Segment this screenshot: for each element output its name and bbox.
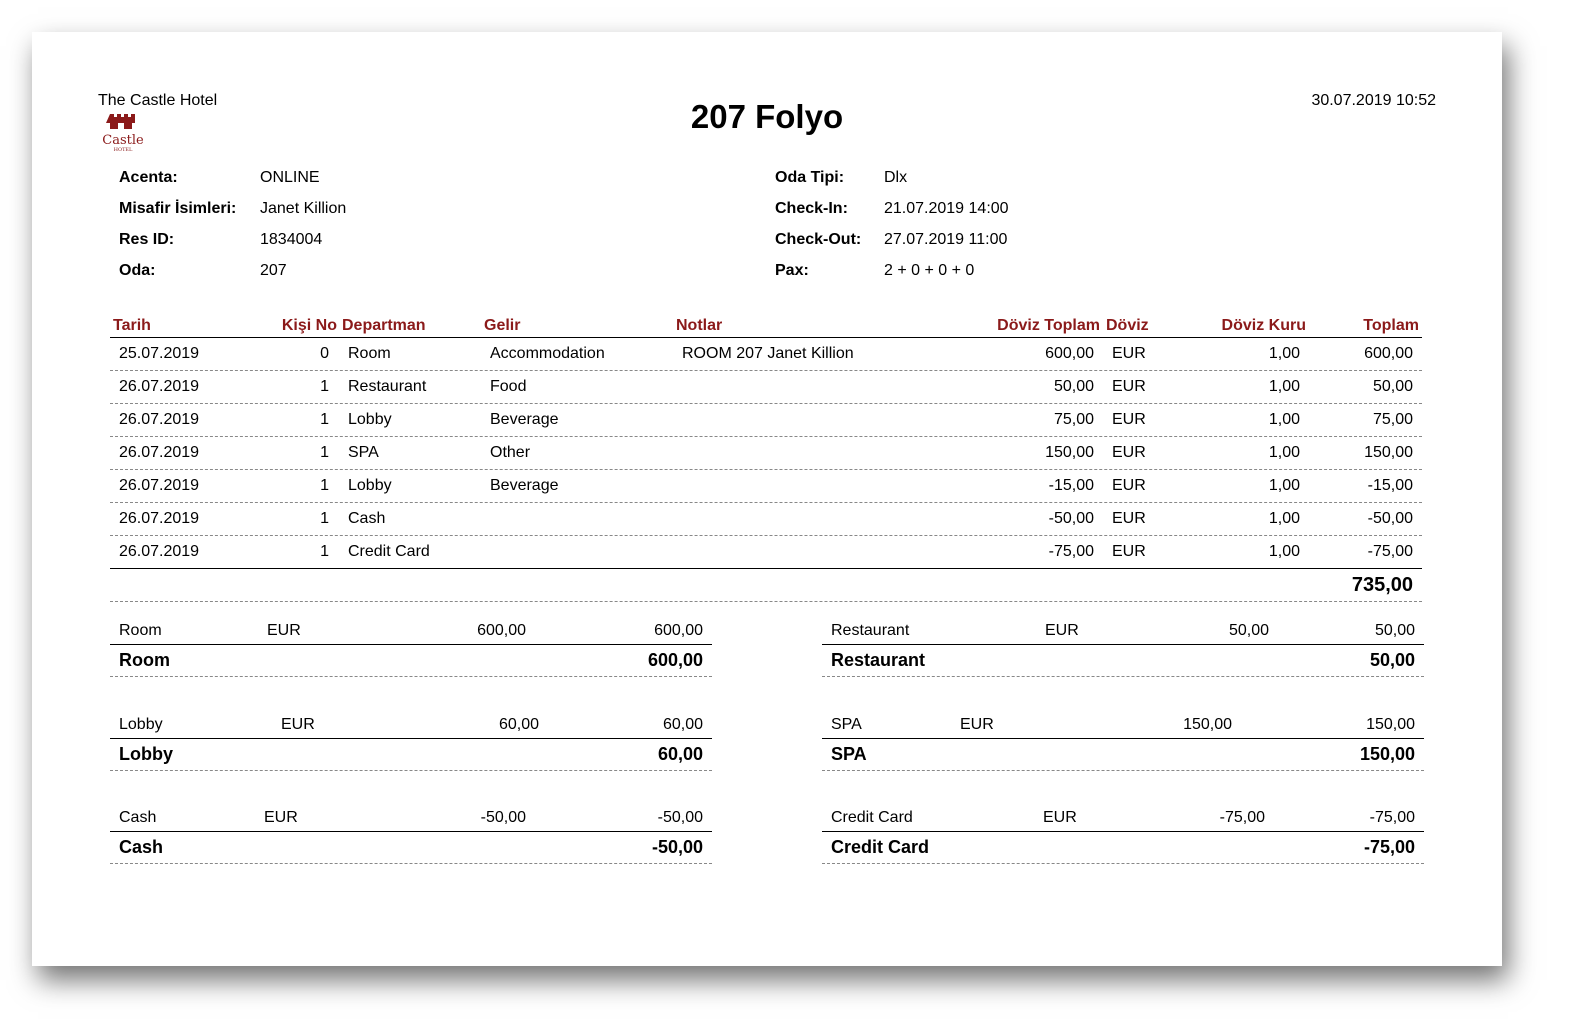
summary-total-row bbox=[822, 645, 1424, 677]
info-label: Acenta: bbox=[119, 169, 178, 186]
summary-total-value: 600,00 bbox=[647, 650, 703, 670]
cell-person-no: 1 bbox=[320, 411, 329, 428]
col-header-person-no: Kişi No bbox=[281, 317, 337, 334]
col-header-total: Toplam bbox=[1363, 317, 1419, 334]
info-label: Res ID: bbox=[119, 231, 175, 248]
cell-revenue: Other bbox=[490, 444, 531, 461]
summary-currency: EUR bbox=[1043, 809, 1077, 826]
cell-notes: ROOM 207 Janet Killion bbox=[682, 345, 854, 362]
summary-total-value: 50,00 bbox=[1369, 650, 1415, 670]
cell-fx-total: -75,00 bbox=[1048, 543, 1094, 560]
cell-date: 26.07.2019 bbox=[119, 510, 200, 527]
summary-currency: EUR bbox=[1045, 622, 1079, 639]
summary-currency: EUR bbox=[960, 716, 994, 733]
col-header-notes: Notlar bbox=[676, 317, 723, 334]
summary-total-row bbox=[822, 739, 1424, 771]
summary-line bbox=[110, 799, 712, 832]
cell-currency: EUR bbox=[1112, 411, 1146, 428]
cell-currency: EUR bbox=[1112, 510, 1146, 527]
table-row bbox=[110, 470, 1422, 503]
summary-amount: 600,00 bbox=[477, 622, 526, 639]
hotel-name: The Castle Hotel bbox=[98, 92, 218, 109]
cell-revenue: Beverage bbox=[490, 411, 559, 428]
summary-total-name: Cash bbox=[119, 837, 164, 857]
col-header-currency: Döviz bbox=[1106, 317, 1149, 334]
cell-total: -15,00 bbox=[1367, 477, 1413, 494]
cell-date: 25.07.2019 bbox=[119, 345, 200, 362]
col-header-date: Tarih bbox=[113, 317, 151, 334]
folio-page bbox=[32, 32, 1502, 966]
table-row bbox=[110, 371, 1422, 404]
summary-line bbox=[110, 706, 712, 739]
print-datetime: 30.07.2019 10:52 bbox=[1311, 92, 1436, 109]
summary-amount: -75,00 bbox=[1219, 809, 1265, 826]
summary-total-row bbox=[822, 832, 1424, 864]
col-header-department: Departman bbox=[342, 317, 426, 334]
info-row-res-id bbox=[119, 224, 346, 255]
info-value: Dlx bbox=[884, 169, 908, 186]
cell-department: Lobby bbox=[348, 411, 392, 428]
cell-date: 26.07.2019 bbox=[119, 543, 200, 560]
info-row-room-type bbox=[775, 162, 1009, 193]
summary-spa bbox=[822, 706, 1424, 771]
cell-fx-total: 150,00 bbox=[1045, 444, 1094, 461]
cell-currency: EUR bbox=[1112, 543, 1146, 560]
col-header-fx-total: Döviz Toplam bbox=[997, 317, 1100, 334]
grand-total: 735,00 bbox=[1351, 574, 1413, 596]
cell-department: Restaurant bbox=[348, 378, 427, 395]
logo-subtext: HOTEL bbox=[113, 147, 133, 152]
summary-amount: 150,00 bbox=[1183, 716, 1232, 733]
cell-date: 26.07.2019 bbox=[119, 444, 200, 461]
summary-name: Credit Card bbox=[831, 809, 913, 826]
summary-total-value: 60,00 bbox=[657, 744, 703, 764]
info-row-agency bbox=[119, 162, 346, 193]
summary-total-name: Restaurant bbox=[831, 650, 926, 670]
cell-fx-rate: 1,00 bbox=[1268, 543, 1300, 560]
cell-person-no: 1 bbox=[320, 543, 329, 560]
summary-total-row bbox=[110, 739, 712, 771]
cell-department: Lobby bbox=[348, 477, 392, 494]
summary-total-name: Credit Card bbox=[831, 837, 930, 857]
summary-total-name: SPA bbox=[831, 744, 867, 764]
cell-date: 26.07.2019 bbox=[119, 477, 200, 494]
summary-total-row bbox=[110, 832, 712, 864]
summary-total: 150,00 bbox=[1366, 716, 1415, 733]
info-value: 207 bbox=[260, 262, 287, 279]
summary-name: Lobby bbox=[119, 716, 163, 733]
cell-revenue: Food bbox=[490, 378, 527, 395]
summary-total-value: -50,00 bbox=[651, 837, 703, 857]
info-row-check-out bbox=[775, 224, 1009, 255]
cell-fx-total: -15,00 bbox=[1048, 477, 1094, 494]
summary-cash bbox=[110, 799, 712, 864]
summary-amount: 60,00 bbox=[498, 716, 539, 733]
summary-amount: -50,00 bbox=[480, 809, 526, 826]
cell-currency: EUR bbox=[1112, 444, 1146, 461]
summary-amount: 50,00 bbox=[1228, 622, 1269, 639]
table-row bbox=[110, 437, 1422, 470]
summary-total-value: 150,00 bbox=[1359, 744, 1415, 764]
summary-total-name: Lobby bbox=[119, 744, 173, 764]
cell-fx-total: 75,00 bbox=[1053, 411, 1094, 428]
info-value: ONLINE bbox=[260, 169, 320, 186]
summary-room bbox=[110, 612, 712, 677]
summary-lobby bbox=[110, 706, 712, 771]
cell-total: 50,00 bbox=[1372, 378, 1413, 395]
logo-text: Castle bbox=[102, 133, 144, 148]
cell-date: 26.07.2019 bbox=[119, 411, 200, 428]
summary-name: Restaurant bbox=[831, 622, 910, 639]
info-label: Check-Out: bbox=[775, 231, 862, 248]
summary-total: 60,00 bbox=[662, 716, 703, 733]
cell-department: Credit Card bbox=[348, 543, 430, 560]
cell-fx-rate: 1,00 bbox=[1268, 378, 1300, 395]
summary-credit-card bbox=[822, 799, 1424, 864]
cell-fx-rate: 1,00 bbox=[1268, 411, 1300, 428]
cell-date: 26.07.2019 bbox=[119, 378, 200, 395]
cell-total: 150,00 bbox=[1364, 444, 1413, 461]
summary-name: SPA bbox=[831, 716, 862, 733]
summary-restaurant bbox=[822, 612, 1424, 677]
summary-line bbox=[822, 799, 1424, 832]
cell-revenue: Beverage bbox=[490, 477, 559, 494]
summary-total: 50,00 bbox=[1374, 622, 1415, 639]
cell-currency: EUR bbox=[1112, 345, 1146, 362]
cell-total: -50,00 bbox=[1367, 510, 1413, 527]
cell-currency: EUR bbox=[1112, 378, 1146, 395]
grand-total-row bbox=[110, 569, 1422, 602]
table-row bbox=[110, 338, 1422, 371]
info-row-check-in bbox=[775, 193, 1009, 224]
col-header-revenue: Gelir bbox=[484, 317, 521, 334]
summary-total-name: Room bbox=[119, 650, 170, 670]
summary-total: -50,00 bbox=[657, 809, 703, 826]
cell-total: -75,00 bbox=[1367, 543, 1413, 560]
summary-currency: EUR bbox=[267, 622, 301, 639]
info-label: Oda Tipi: bbox=[775, 169, 845, 186]
info-value: 1834004 bbox=[260, 231, 323, 248]
cell-person-no: 0 bbox=[320, 345, 329, 362]
reservation-info-left bbox=[119, 162, 346, 286]
cell-fx-rate: 1,00 bbox=[1268, 510, 1300, 527]
cell-person-no: 1 bbox=[320, 510, 329, 527]
cell-department: SPA bbox=[348, 444, 379, 461]
info-label: Misafir İsimleri: bbox=[119, 200, 237, 217]
cell-fx-rate: 1,00 bbox=[1268, 444, 1300, 461]
info-row-room bbox=[119, 255, 346, 286]
cell-total: 75,00 bbox=[1372, 411, 1413, 428]
col-header-fx-rate: Döviz Kuru bbox=[1221, 317, 1306, 334]
cell-fx-total: 50,00 bbox=[1053, 378, 1094, 395]
summary-currency: EUR bbox=[281, 716, 315, 733]
cell-person-no: 1 bbox=[320, 444, 329, 461]
info-row-pax bbox=[775, 255, 1009, 286]
summary-name: Cash bbox=[119, 809, 157, 826]
cell-department: Room bbox=[348, 345, 391, 362]
cell-fx-total: 600,00 bbox=[1045, 345, 1094, 362]
info-label: Oda: bbox=[119, 262, 156, 279]
table-header bbox=[110, 314, 1422, 338]
info-row-guest-names bbox=[119, 193, 346, 224]
info-label: Pax: bbox=[775, 262, 809, 279]
summary-line bbox=[822, 612, 1424, 645]
page-title: 207 Folyo bbox=[690, 98, 844, 135]
info-label: Check-In: bbox=[775, 200, 848, 217]
transactions-table bbox=[110, 314, 1422, 602]
summary-total: -75,00 bbox=[1369, 809, 1415, 826]
summary-total-value: -75,00 bbox=[1363, 837, 1415, 857]
cell-fx-rate: 1,00 bbox=[1268, 345, 1300, 362]
table-row bbox=[110, 404, 1422, 437]
cell-revenue: Accommodation bbox=[490, 345, 605, 362]
summary-line bbox=[110, 612, 712, 645]
info-value: 2 + 0 + 0 + 0 bbox=[884, 262, 975, 279]
table-row bbox=[110, 536, 1422, 569]
table-row bbox=[110, 503, 1422, 536]
cell-person-no: 1 bbox=[320, 477, 329, 494]
reservation-info-right bbox=[775, 162, 1009, 286]
cell-fx-total: -50,00 bbox=[1048, 510, 1094, 527]
info-value: 27.07.2019 11:00 bbox=[884, 231, 1008, 248]
info-value: 21.07.2019 14:00 bbox=[884, 200, 1009, 217]
summary-total: 600,00 bbox=[654, 622, 703, 639]
cell-currency: EUR bbox=[1112, 477, 1146, 494]
info-value: Janet Killion bbox=[260, 200, 347, 217]
summary-name: Room bbox=[119, 622, 162, 639]
summary-currency: EUR bbox=[264, 809, 298, 826]
cell-department: Cash bbox=[348, 510, 386, 527]
summary-line bbox=[822, 706, 1424, 739]
cell-total: 600,00 bbox=[1364, 345, 1413, 362]
cell-person-no: 1 bbox=[320, 378, 329, 395]
cell-fx-rate: 1,00 bbox=[1268, 477, 1300, 494]
summary-total-row bbox=[110, 645, 712, 677]
